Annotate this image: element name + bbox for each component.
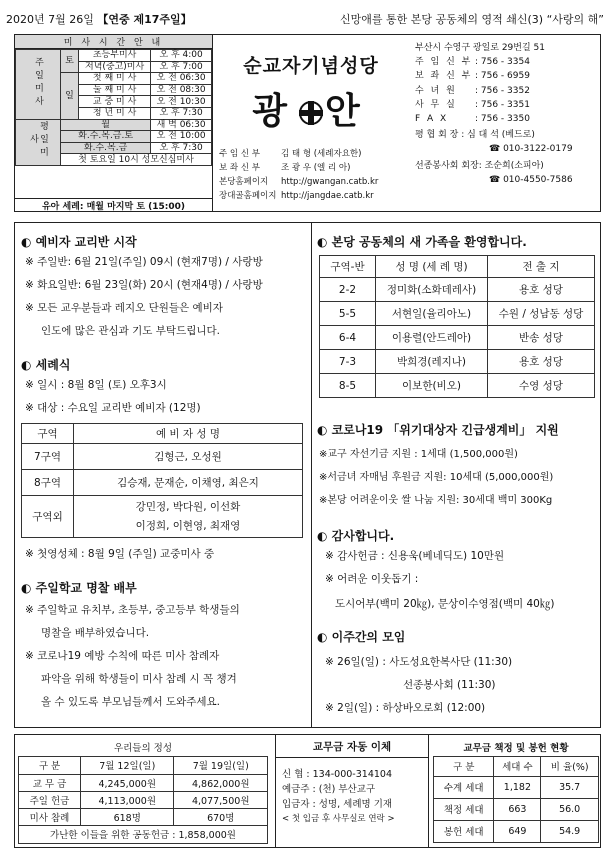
liturgical-week: 【연중 제17주일】	[97, 13, 192, 26]
table-header: 구역-반	[320, 256, 376, 278]
catechumen-line: ※ 화요일반: 6월 23일(화) 20시 (현재4명) / 사랑방	[25, 279, 263, 291]
parish-logo	[213, 35, 409, 211]
name-tag-line: 파악을 위해 학생들이 미사 참례 시 꼭 챙겨	[41, 673, 237, 685]
phone-row: 사 무 실 : 756 - 3351	[415, 99, 530, 110]
mass-name: 청 년 미 사	[79, 107, 151, 119]
table-cell: 8-5	[320, 374, 376, 398]
meeting-line: 선종봉사회 (11:30)	[403, 679, 496, 691]
table-cell: 봉헌 세대	[434, 820, 494, 842]
table-cell: 미사 참례	[19, 808, 81, 825]
mass-name: 첫 째 미 사	[79, 73, 151, 85]
baptism-line: ※ 일시 : 8월 8일 (토) 오후3시	[25, 379, 167, 391]
table-cell: 6-4	[320, 326, 376, 350]
thanks-line: ※ 감사헌금 : 신용욱(베네딕도) 10만원	[325, 550, 505, 562]
table-cell: 8구역	[22, 470, 74, 496]
covid-aid-line: ※교구 자선기금 지원 : 1세대 (1,500,000원)	[319, 449, 518, 460]
contact-info	[409, 35, 600, 211]
table-cell: 663	[494, 798, 541, 820]
name-tag-line: 올 수 있도록 부모님들께서 도와주세요.	[41, 696, 220, 708]
mass-time: 새 벽 06:30	[151, 119, 212, 131]
table-cell: 7구역	[22, 444, 74, 470]
mass-day: 화.수.목.금	[61, 142, 151, 154]
transfer-title: 교무금 자동 이체	[312, 741, 392, 753]
table-cell: 교 무 금	[19, 774, 81, 791]
mass-day: 화.수.목.금.토	[61, 131, 151, 143]
table-cell: 649	[494, 820, 541, 842]
table-header: 비 율(%)	[541, 756, 599, 776]
mass-time: 오 후 7:00	[151, 61, 212, 73]
table-header: 구 분	[434, 756, 494, 776]
name-tag-line: ※ 코로나19 예방 수칙에 따른 미사 참례자	[25, 650, 220, 662]
table-cell: 수계 세대	[434, 776, 494, 798]
weekday-mass-label: 평일미사	[16, 119, 61, 165]
table-cell: 4,077,500원	[174, 791, 268, 808]
thanks-line: 도시어부(백미 20㎏), 문상이수영점(백미 40㎏)	[335, 598, 555, 610]
table-cell: 김승재, 문재순, 이채영, 최은지	[74, 470, 303, 496]
table-cell: 4,113,000원	[81, 791, 174, 808]
table-cell: 2-2	[320, 278, 376, 302]
president-tel: ☎ 010-3122-0179	[489, 144, 573, 155]
table-header: 예 비 자 성 명	[74, 424, 303, 444]
mass-time: 오 전 10:00	[151, 131, 212, 143]
table-cell: 구역외	[22, 496, 74, 538]
mass-time: 오 후 7:30	[151, 142, 212, 154]
finance-panel	[14, 734, 601, 848]
table-cell: 김형근, 오성원	[74, 444, 303, 470]
mass-time: 오 후 4:00	[151, 50, 212, 62]
thanks-line: ※ 어려운 이웃돕기 :	[325, 573, 419, 585]
new-family-title: ◐ 본당 공동체의 새 가족을 환영합니다.	[317, 235, 527, 249]
baptism-title: ◐ 세례식	[21, 358, 71, 372]
table-cell: 정미화(소화데레사)	[376, 278, 488, 302]
mass-schedule	[15, 35, 213, 211]
table-header: 7월 12일(일)	[81, 756, 174, 774]
table-header: 전 출 지	[488, 256, 595, 278]
table-cell: 1,182	[494, 776, 541, 798]
covid-aid-line: ※본당 어려운이웃 쌀 나눔 지원: 30세대 백미 300Kg	[319, 495, 553, 506]
catechumen-line: 인도에 많은 관심과 기도 부탁드립니다.	[41, 325, 220, 337]
baptism-line: ※ 대상 : 수요일 교리반 예비자 (12명)	[25, 402, 201, 414]
meeting-title: ◐ 이주간의 모임	[317, 630, 406, 644]
service-head: 선종봉사회 회장: 조순희(소피아)	[415, 160, 544, 171]
phone-row: 수 녀 원 : 756 - 3352	[415, 85, 530, 96]
catechumen-line: ※ 주일반: 6월 21일(주일) 09시 (현재7명) / 사랑방	[25, 256, 263, 268]
mass-name: 초등부미사	[79, 50, 151, 62]
logo-main: 광 안	[252, 91, 370, 132]
catechumen-line: ※ 모든 교우분들과 레지오 단원들은 예비자	[25, 302, 223, 314]
name-tag-line: 명찰을 배부하였습니다.	[41, 627, 150, 639]
table-cell: 35.7	[541, 776, 599, 798]
logo-subtitle: 순교자기념성당	[243, 55, 379, 77]
table-cell: 박희경(레지나)	[376, 350, 488, 374]
masthead	[14, 34, 601, 212]
parish-address: 부산시 수영구 광일로 29번길 51	[415, 43, 545, 53]
poor-collection: 가난한 이들을 위한 공동헌금 : 1,858,000원	[19, 825, 268, 843]
thanks-title: ◐ 감사합니다.	[317, 529, 395, 543]
table-cell: 670명	[174, 808, 268, 825]
parish-slogan: 신망애를 통한 본당 공동체의 영적 쇄신(3) “사랑의 해”	[340, 13, 604, 26]
first-saturday-mass: 첫 토요일 10시 성모신심미사	[61, 154, 212, 166]
column-divider	[311, 223, 312, 727]
table-cell: 수원 / 성남동 성당	[488, 302, 595, 326]
name-tag-title: ◐ 주일학교 명찰 배부	[21, 581, 137, 595]
mass-name: 저녁(중고)미사	[79, 61, 151, 73]
service-tel: ☎ 010-4550-7586	[489, 174, 573, 185]
infant-baptism: 유아 세례: 매월 마지막 토 (15:00)	[15, 198, 212, 211]
meeting-line: ※ 26일(일) : 사도성요한복사단 (11:30)	[325, 656, 513, 668]
table-cell: 수영 성당	[488, 374, 595, 398]
mass-time: 오 후 7:30	[151, 107, 212, 119]
offering-title: 우리들의 정성	[113, 742, 173, 754]
table-cell: 책정 세대	[434, 798, 494, 820]
offering-table	[18, 738, 268, 844]
mass-time: 오 전 10:30	[151, 96, 212, 108]
first-communion: ※ 첫영성체 : 8월 9일 (주일) 교중미사 중	[25, 548, 215, 560]
tithe-table	[433, 738, 599, 843]
table-cell: 서현일(율리아노)	[376, 302, 488, 326]
mass-time: 오 전 08:30	[151, 84, 212, 96]
table-cell: 54.9	[541, 820, 599, 842]
table-header: 구 분	[19, 756, 81, 774]
depositor-note: 입금자 : 성명, 세례명 기재	[282, 799, 393, 810]
sunday-mass-label: 주일미사	[16, 50, 61, 120]
table-header: 성 명 (세 례 명)	[376, 256, 488, 278]
table-cell: 56.0	[541, 798, 599, 820]
mass-schedule-title: 미 사 시 간 안 내	[15, 35, 212, 49]
phone-row: 보 좌 신 부 : 756 - 6959	[415, 71, 530, 82]
account-holder: 예금주 : (천) 부산교구	[282, 784, 376, 795]
table-header: 세대 수	[494, 756, 541, 776]
sunday-label: 일	[61, 73, 79, 119]
name-tag-line: ※ 주일학교 유치부, 초등부, 중고등부 학생들의	[25, 604, 240, 616]
mass-schedule-table	[15, 49, 212, 166]
table-cell: 4,245,000원	[81, 774, 174, 791]
table-cell: 4,862,000원	[174, 774, 268, 791]
catechumen-title: ◐ 예비자 교리반 시작	[21, 235, 137, 249]
covid-aid-line: ※서금녀 자매님 후원금 지원: 10세대 (5,000,000원)	[319, 472, 554, 483]
saturday-label: 토	[61, 50, 79, 73]
mass-time: 오 전 06:30	[151, 73, 212, 85]
table-cell: 5-5	[320, 302, 376, 326]
contact-note: < 첫 입금 후 사무실로 연락 >	[282, 814, 395, 824]
mass-name: 교 중 미 사	[79, 96, 151, 108]
table-header: 7월 19일(일)	[174, 756, 268, 774]
issue-date: 2020년 7월 26일 【연중 제17주일】	[6, 13, 192, 26]
table-header: 구역	[22, 424, 74, 444]
table-cell: 7-3	[320, 350, 376, 374]
clergy-list: 주 임 신 부 김 태 형 (세례자요한) 보 좌 신 부 조 광 우 (엘 리 아) 본당홈페이지 http://gwangan.catb.kr 장대골홈페이지 http://jangdae.catb.kr	[219, 149, 379, 201]
page-header	[6, 4, 604, 34]
table-cell: 618명	[81, 808, 174, 825]
new-family-table	[319, 255, 595, 398]
table-cell: 반송 성당	[488, 326, 595, 350]
homepage-link[interactable]: http://gwangan.catb.kr	[281, 177, 379, 187]
tithe-title: 교무금 책정 및 봉헌 현황	[463, 742, 569, 754]
main-content	[14, 222, 601, 728]
president: 평 협 회 장 : 심 대 석 (베드로)	[415, 130, 535, 141]
baptism-table	[21, 423, 303, 538]
table-cell: 용호 성당	[488, 278, 595, 302]
mass-day: 월	[61, 119, 151, 131]
phone-row: F A X : 756 - 3350	[415, 114, 530, 125]
meeting-line: ※ 2일(일) : 하상바오로회 (12:00)	[325, 702, 486, 714]
mass-name: 둘 째 미 사	[79, 84, 151, 96]
bank-account: 신 협 : 134-000-314104	[282, 769, 393, 780]
covid-aid-title: ◐ 코로나19 「위기대상자 긴급생계비」 지원	[317, 423, 559, 437]
cross-emblem-icon	[297, 99, 325, 127]
jangdae-link[interactable]: http://jangdae.catb.kr	[281, 191, 374, 201]
table-cell: 이보한(비오)	[376, 374, 488, 398]
phone-row: 주 임 신 부 : 756 - 3354	[415, 57, 530, 68]
table-cell: 용호 성당	[488, 350, 595, 374]
table-cell: 강민정, 박다원, 이선화 이정희, 이현영, 최재영	[74, 496, 303, 538]
auto-transfer	[275, 735, 429, 847]
table-cell: 이용렬(안드레아)	[376, 326, 488, 350]
table-cell: 주일 헌금	[19, 791, 81, 808]
